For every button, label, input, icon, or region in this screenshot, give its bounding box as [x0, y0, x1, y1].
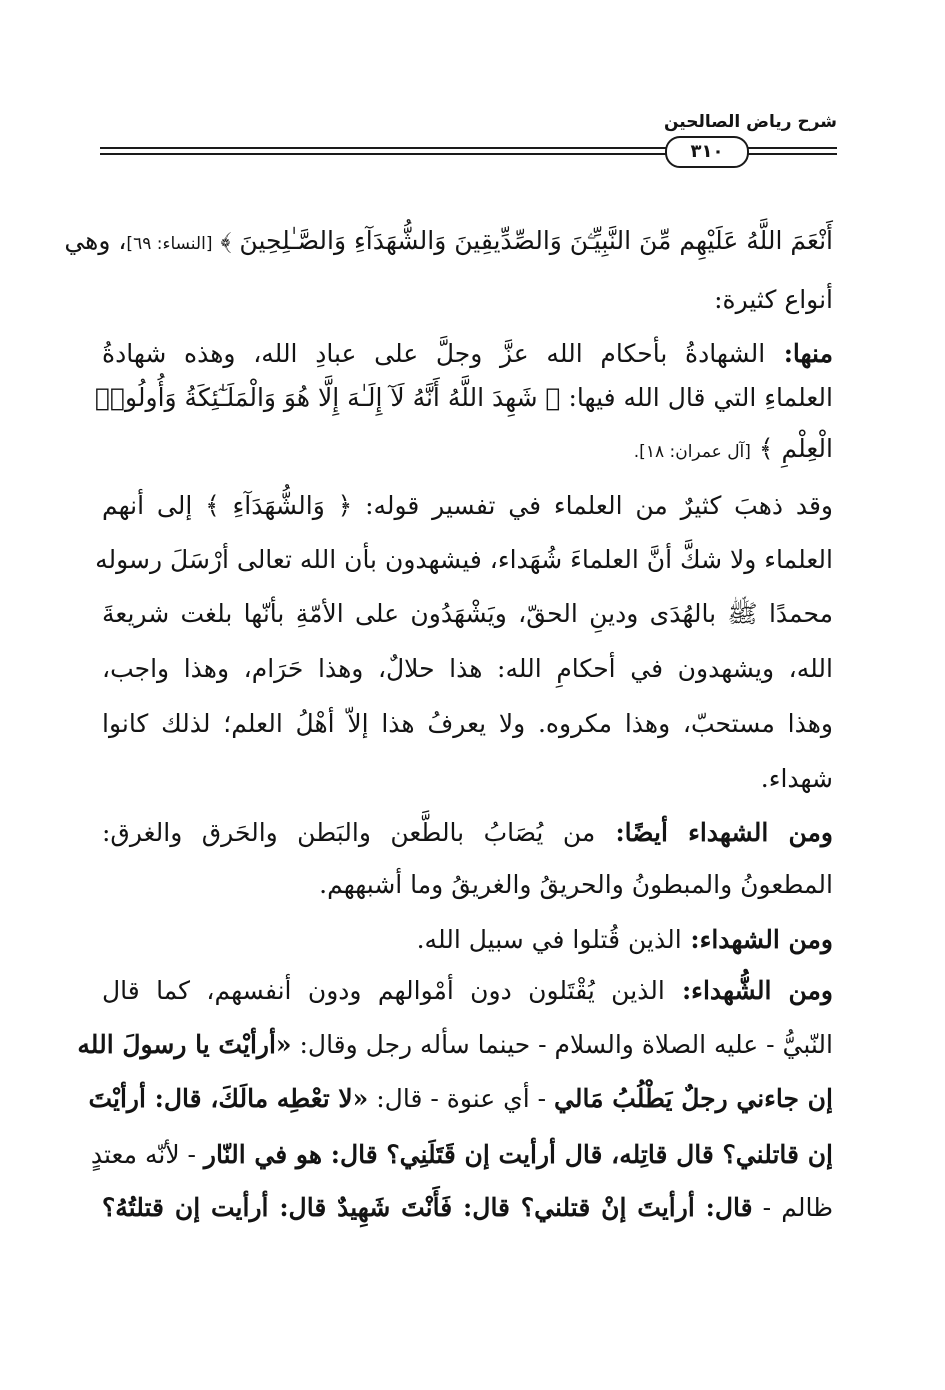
text-line [102, 335, 833, 373]
text-segment: الشهادةُ بأحكام الله عزَّ وجلَّ على عبادِ الله، وهذه شهادةُ [102, 339, 766, 368]
verse-reference: [آل عمران: ١٨]. [633, 442, 751, 462]
verse-reference: [النساء: ٦٩] [126, 234, 213, 254]
text-segment: الذين قُتلوا في سبيل الله. [416, 925, 682, 954]
bold-phrase: منها: [765, 339, 833, 368]
text-line [102, 281, 833, 319]
bold-phrase: ومن الشُّهداء: [664, 976, 834, 1005]
text-segment: ظالم - [752, 1193, 833, 1222]
bold-phrase: إن جاءني رجلٌ يَطْلُبُ مَالي [554, 1084, 833, 1113]
page-number: ٣١٠ [665, 136, 749, 168]
bold-phrase: ومن الشهداء أيضًا: [595, 818, 834, 847]
text-segment: العلماءِ التي قال الله فيها: ﴿ شَهِدَ اللَّهُ أَنَّهُ لَآ إِلَـٰهَ إِلَّا هُوَ وَالْمَلَـٰٓئِكَةُ وَأُولُوا۟ [94, 383, 833, 412]
text-line [64, 222, 833, 263]
text-line [95, 541, 833, 579]
text-line [94, 379, 833, 417]
text-segment: العلماء ولا شكَّ أنَّ العلماءَ شُهَداء، فيشهدون بأن الله تعالى أرْسَلَ رسوله [95, 545, 833, 574]
text-line [102, 814, 833, 852]
text-segment: ، وهي [64, 226, 127, 255]
bold-phrase: ومن الشهداء: [681, 925, 833, 954]
text-line [102, 705, 833, 743]
text-segment: وهذا مستحبّ، وهذا مكروه. ولا يعرفُ هذا إلاّ أهْلُ العلم؛ لذلك كانوا [102, 709, 833, 738]
text-segment: أَنْعَمَ اللَّهُ عَلَيْهِم مِّنَ النَّبِيِّـۧنَ وَالصِّدِّيقِينَ وَالشُّهَدَآءِ وَالصَّـٰلِحِينَ ﴾ [212, 226, 833, 255]
text-line [88, 1080, 833, 1118]
text-line [102, 972, 833, 1010]
text-line [102, 650, 833, 688]
text-line [102, 487, 833, 525]
running-header-title: شرح رياض الصالحين [663, 112, 837, 132]
text-segment: الله، ويشهدون في أحكامِ الله: هذا حلالٌ، وهذا حَرَام، وهذا واجب، [102, 654, 833, 683]
bold-phrase: إن قاتلني؟ قال قاتِله، قال أرأيت إن قَتَلَنِي؟ قال: هو في النّار [203, 1140, 833, 1169]
text-segment: وقد ذهبَ كثيرٌ من العلماء في تفسير قوله: ﴿ وَالشُّهَدَآءِ ﴾ إلى أنهم [102, 491, 833, 520]
text-segment: - لأنّه معتدٍ [90, 1140, 204, 1169]
text-line [77, 1026, 833, 1064]
text-line [90, 1136, 833, 1174]
text-segment: شهداء. [760, 764, 833, 793]
text-line [102, 430, 833, 471]
text-segment: الذين يُقْتَلون دون أمْوالهم ودون أنفسهم، كما قال [102, 976, 665, 1005]
text-segment: الْعِلْمِ ﴾ [750, 434, 833, 463]
text-line [102, 595, 833, 633]
text-segment: - أي عنوة - قال: [368, 1084, 555, 1113]
text-segment: المطعونُ والمبطونُ والحريقُ والغريقُ وما أشبههم. [319, 870, 833, 899]
text-segment: محمدًا ﷺ بالهُدَى ودينِ الحقّ، ويَشْهَدُون على الأمّةِ بأنّها بلغت شريعةَ [102, 599, 833, 628]
text-segment: النّبيُّ - عليه الصلاة والسلام - حينما سأله رجل وقال: [291, 1030, 833, 1059]
text-line [102, 1189, 833, 1227]
text-line [112, 866, 833, 904]
text-line [112, 921, 833, 959]
text-segment: أنواع كثيرة: [714, 285, 833, 314]
text-segment: من يُصَابُ بالطَّعن والبَطن والحَرق والغرق: [102, 818, 596, 847]
text-line [102, 760, 833, 798]
bold-phrase: «لا تعْطِه مالَكَ، قال: أرأيْتَ [88, 1084, 369, 1113]
bold-phrase: قال: أرأيتَ إنْ قتلني؟ قال: فَأَنْتَ شَهِيدٌ قال: أرأيت إن قتلتُهُ؟ [102, 1193, 753, 1222]
bold-phrase: «أرأيْتَ يا رسولَ الله [77, 1030, 292, 1059]
